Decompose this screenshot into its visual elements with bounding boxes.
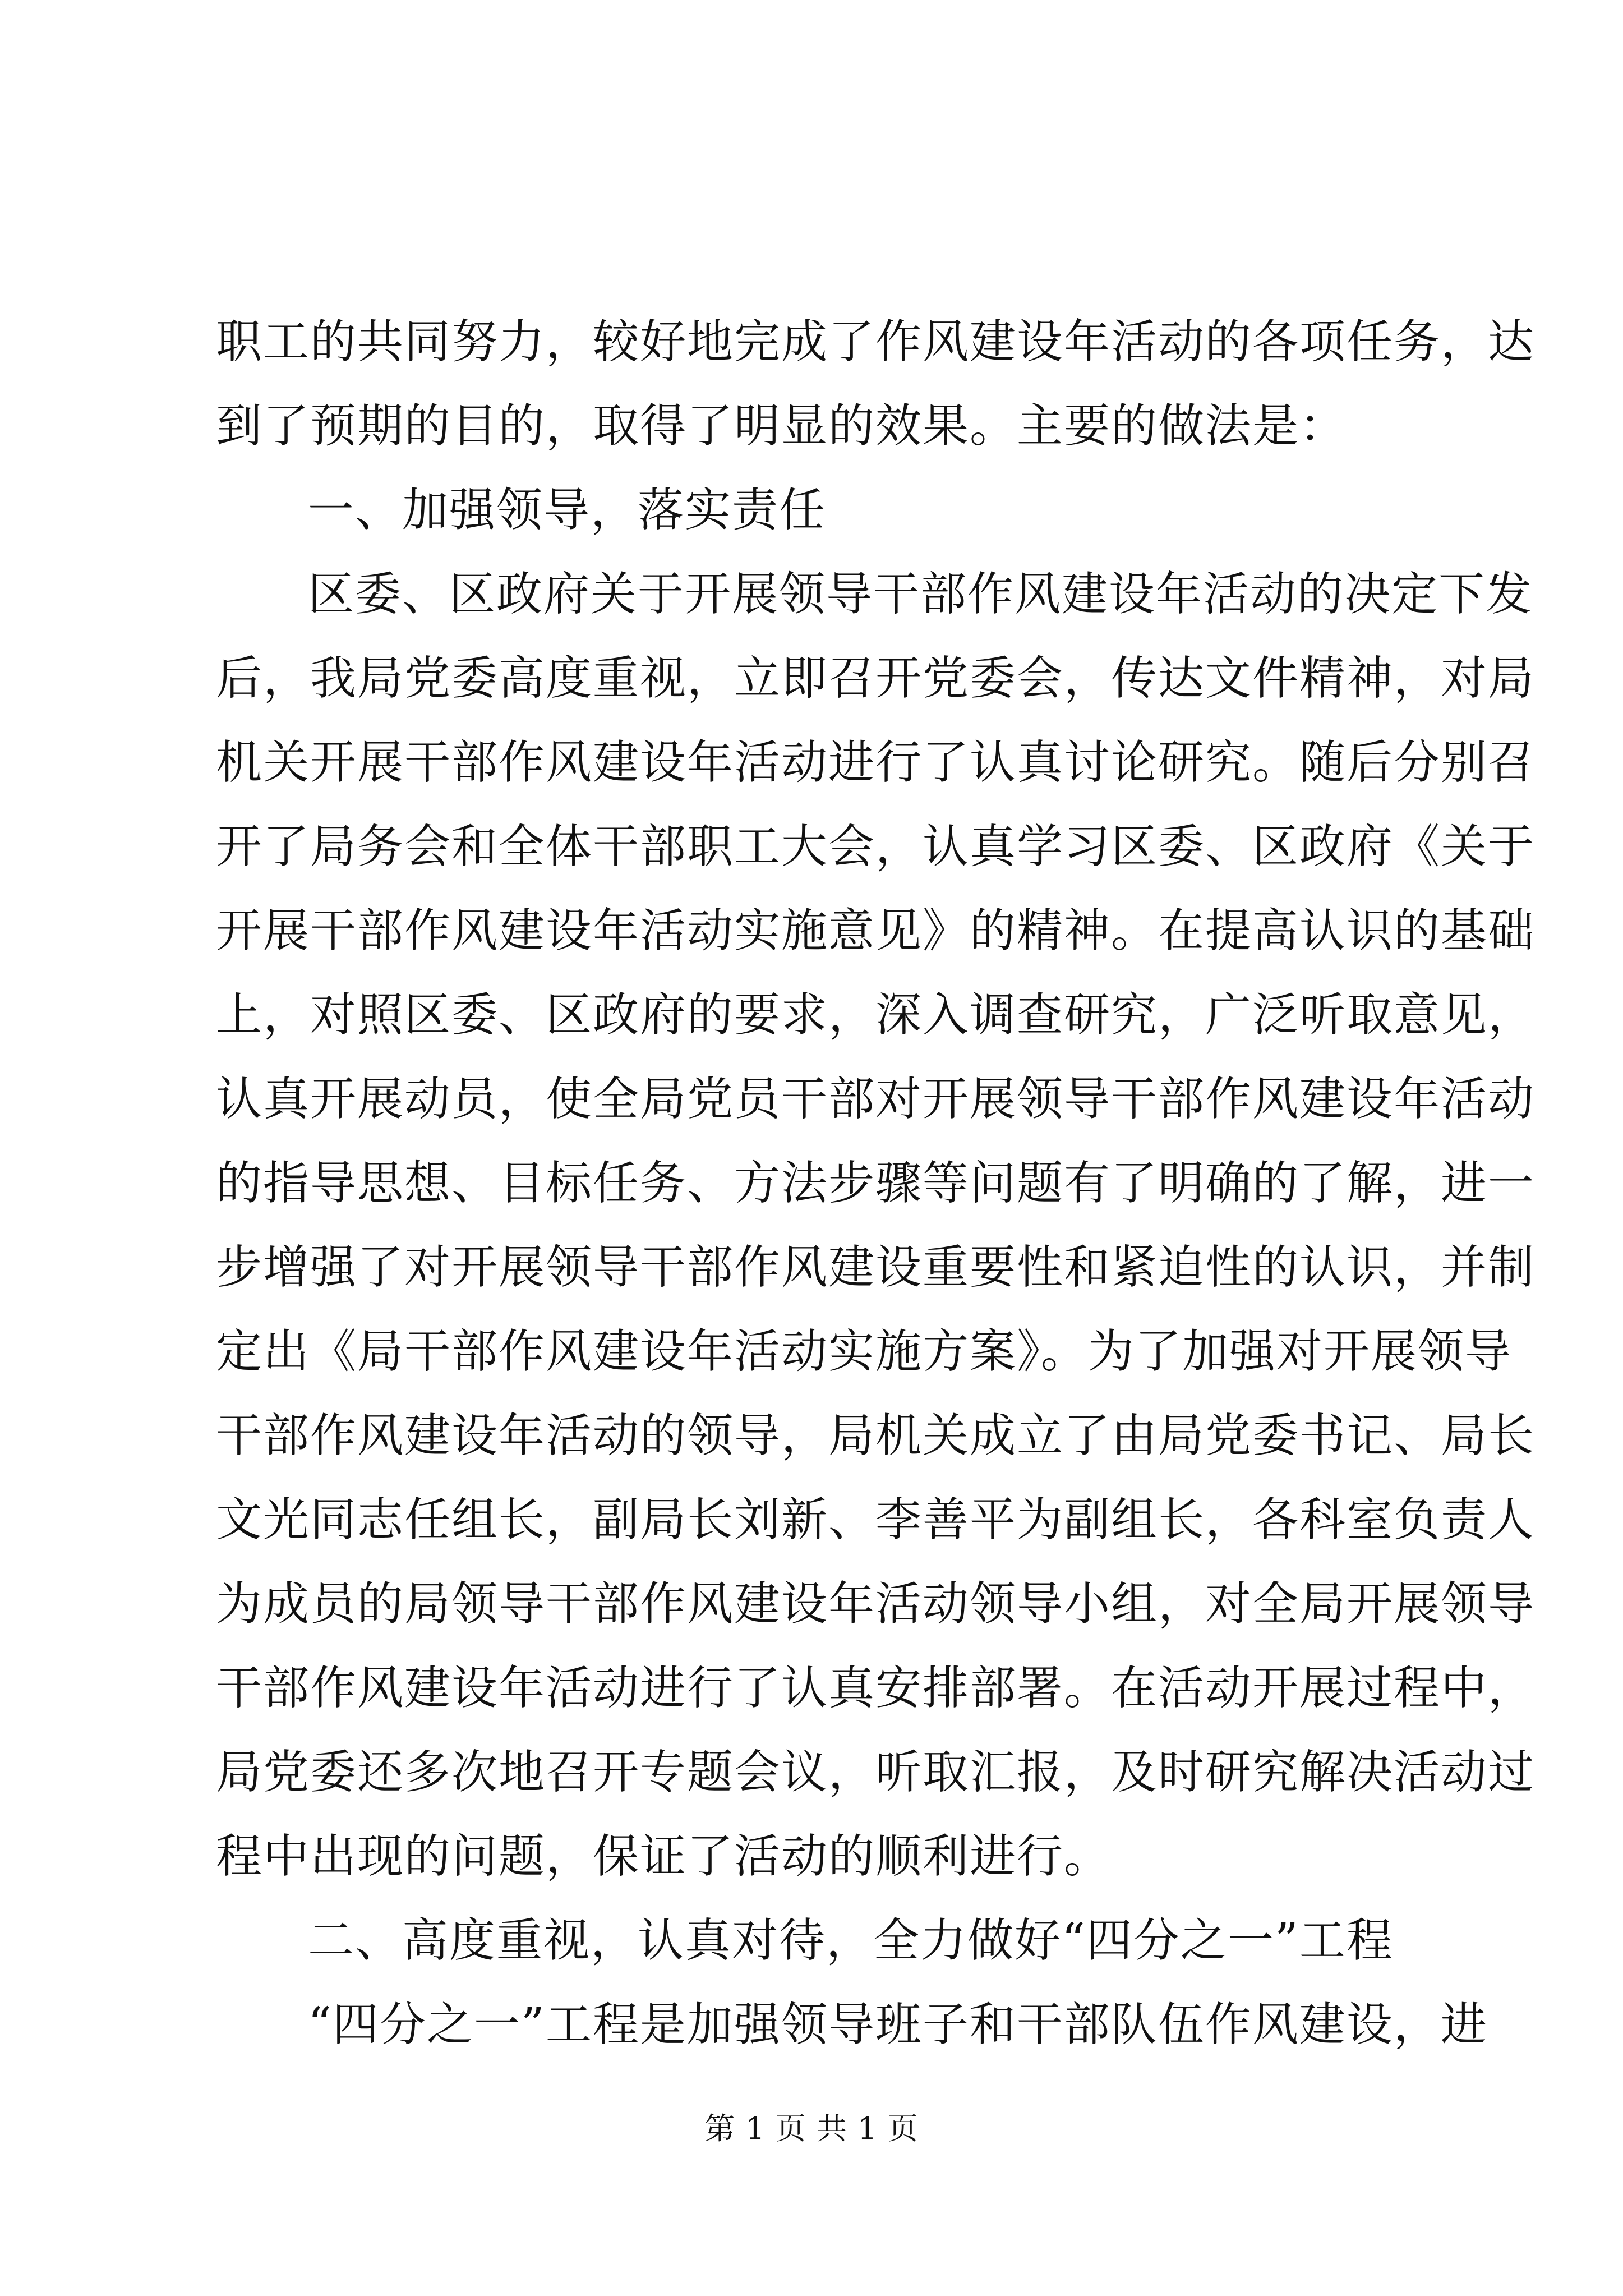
body-line-12: 步增强了对开展领导干部作风建设重要性和紧迫性的认识，并制: [216, 1241, 1536, 1294]
body-line-16: 为成员的局领导干部作风建设年活动领导小组，对全局开展领导: [216, 1577, 1536, 1631]
body-line-2: 到了预期的目的，取得了明显的效果。主要的做法是：: [216, 399, 1347, 453]
section-heading-1: 一、加强领导，落实责任: [308, 484, 827, 537]
body-line-4: 区委、区政府关于开展领导干部作风建设年活动的决定下发: [308, 568, 1533, 621]
body-line-18: 局党委还多次地召开专题会议，听取汇报，及时研究解决活动过: [216, 1746, 1536, 1799]
section-heading-2: 二、高度重视，认真对待，全力做好“四分之一”工程: [308, 1914, 1394, 1967]
body-line-11: 的指导思想、目标任务、方法步骤等问题有了明确的了解，进一: [216, 1157, 1536, 1210]
body-line-5: 后，我局党委高度重视，立即召开党委会，传达文件精神，对局: [216, 652, 1536, 705]
body-line-17: 干部作风建设年活动进行了认真安排部署。在活动开展过程中，: [216, 1662, 1536, 1715]
body-line-21: “四分之一”工程是加强领导班子和干部队伍作风建设，进: [308, 1998, 1488, 2051]
body-line-9: 上，对照区委、区政府的要求，深入调查研究，广泛听取意见，: [216, 988, 1536, 1042]
document-body: [216, 300, 1536, 2067]
body-line-6: 机关开展干部作风建设年活动进行了认真讨论研究。随后分别召: [216, 736, 1536, 789]
body-line-15: 文光同志任组长，副局长刘新、李善平为副组长，各科室负责人: [216, 1493, 1536, 1547]
body-line-1: 职工的共同努力，较好地完成了作风建设年活动的各项任务，达: [216, 315, 1536, 369]
body-line-13: 定出《局干部作风建设年活动实施方案》。为了加强对开展领导: [216, 1325, 1513, 1378]
body-line-19: 程中出现的问题，保证了活动的顺利进行。: [216, 1830, 1112, 1883]
body-line-10: 认真开展动员，使全局党员干部对开展领导干部作风建设年活动: [216, 1073, 1536, 1126]
body-line-14: 干部作风建设年活动的领导，局机关成立了由局党委书记、局长: [216, 1409, 1536, 1462]
page-footer: 第 1 页 共 1 页: [704, 2111, 919, 2146]
body-line-7: 开了局务会和全体干部职工大会，认真学习区委、区政府《关于: [216, 820, 1536, 873]
body-line-8: 开展干部作风建设年活动实施意见》的精神。在提高认识的基础: [216, 904, 1536, 958]
